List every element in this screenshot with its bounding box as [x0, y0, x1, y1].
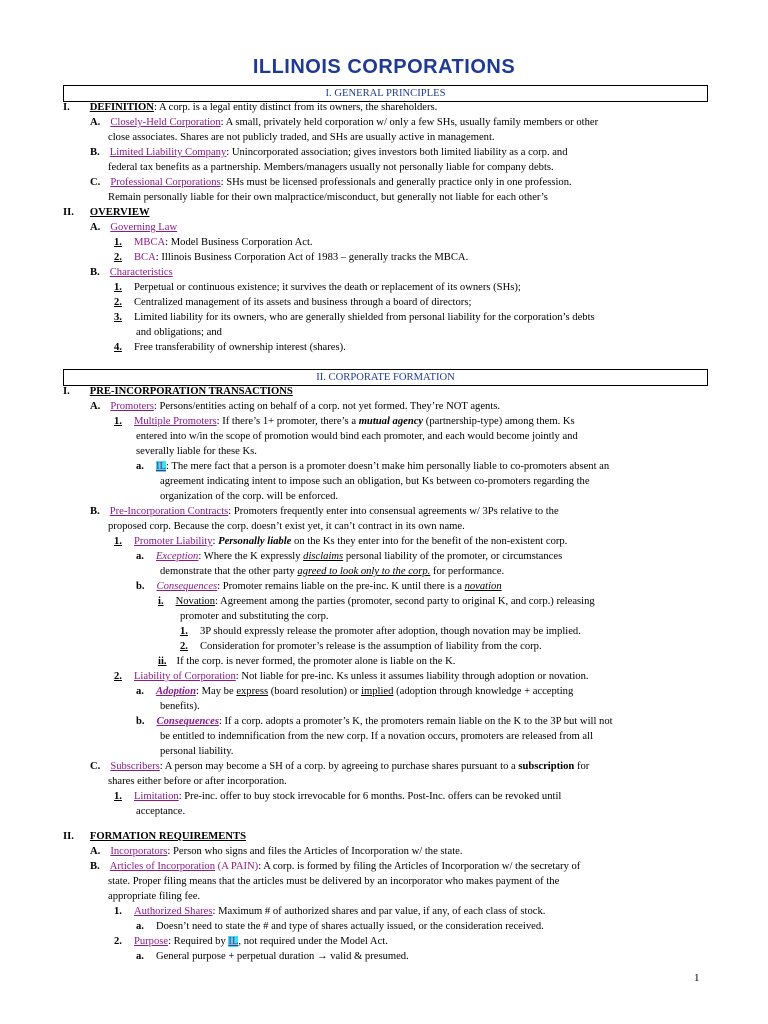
- authorized-shares-sub: a. Doesn’t need to state the # and type of shares actually issued, or the consideration received.: [136, 921, 544, 932]
- articles-cont1: state. Proper filing means that the articles must be delivered by an incorporator who makes payment of the: [108, 876, 560, 887]
- corp-consequences-cont1: be entitled to indemnification from the new corp. If a novation occurs, promoters are released from all: [160, 731, 594, 742]
- promoters-line: A. Promoters: Persons/entities acting on behalf of a corp. not yet formed. They’re NOT agents.: [90, 401, 501, 412]
- subscribers-line: C. Subscribers: A person may become a SH of a corp. by agreeing to purchase shares pursuant to a subscription for: [90, 761, 590, 772]
- overview-heading: II. OVERVIEW: [63, 207, 150, 218]
- characteristic-4: 4. Free transferability of ownership interest (shares).: [114, 342, 346, 353]
- characteristic-2: 2. Centralized management of its assets and business through a board of directors;: [114, 297, 472, 308]
- formation-requirements-heading: II. FORMATION REQUIREMENTS: [63, 831, 246, 842]
- novation-cont: promoter and substituting the corp.: [180, 611, 329, 622]
- closely-held-cont: close associates. Shares are not publicly traded, and SHs are usually active in management.: [108, 132, 495, 143]
- novation-line: i. Novation: Agreement among the parties (promoter, second party to original K, and corp.) releasing: [158, 596, 595, 607]
- llc-line: B. Limited Liability Company: Unincorporated association; gives investors both limited liability as a corp. and: [90, 147, 568, 158]
- mbca-line: 1. MBCA: Model Business Corporation Act.: [114, 237, 313, 248]
- characteristic-3-cont: and obligations; and: [136, 327, 222, 338]
- articles-line: B. Articles of Incorporation (A PAIN): A corp. is formed by filing the Articles of Incorporation w/ the secretary of: [90, 861, 581, 872]
- il-rule-cont2: organization of the corp. will be enforced.: [160, 491, 339, 502]
- multiple-promoters-line: 1. Multiple Promoters: If there’s 1+ promoter, there’s a mutual agency (partnership-type) among them. Ks: [114, 416, 575, 427]
- pre-inc-contracts-cont: proposed corp. Because the corp. doesn’t exist yet, it can’t contract in its own name.: [108, 521, 465, 532]
- exception-cont: demonstrate that the other party agreed to look only to the corp. for performance.: [160, 566, 505, 577]
- purpose-line: 2. Purpose: Required by IL, not required under the Model Act.: [114, 936, 388, 947]
- il-rule-cont1: agreement indicating intent to impose such an obligation, but Ks between co-promoters regarding the: [160, 476, 590, 487]
- subscribers-cont: shares either before or after incorporation.: [108, 776, 287, 787]
- pre-inc-contracts-line: B. Pre-Incorporation Contracts: Promoters frequently enter into consensual agreements w/ 3Ps relative to the: [90, 506, 559, 517]
- document-title: ILLINOIS CORPORATIONS: [252, 56, 516, 78]
- corp-consequences-line: b. Consequences: If a corp. adopts a promoter’s K, the promoters remain liable on the K to the 3P but will not: [136, 716, 613, 727]
- llc-cont: federal tax benefits as a partnership. Members/managers usually not personally liable for company debts.: [108, 162, 554, 173]
- section-header-corporate-formation: II. CORPORATE FORMATION: [63, 369, 708, 386]
- authorized-shares-line: 1. Authorized Shares: Maximum # of authorized shares and par value, if any, of each class of stock.: [114, 906, 546, 917]
- incorporators-line: A. Incorporators: Person who signs and files the Articles of Incorporation w/ the state.: [90, 846, 463, 857]
- exception-line: a. Exception: Where the K expressly disclaims personal liability of the promoter, or circumstances: [136, 551, 563, 562]
- bca-line: 2. BCA: Illinois Business Corporation Act of 1983 – generally tracks the MBCA.: [114, 252, 469, 263]
- multiple-promoters-cont2: severally liable for these Ks.: [136, 446, 257, 457]
- characteristic-1: 1. Perpetual or continuous existence; it survives the death or replacement of its owners (SHs);: [114, 282, 521, 293]
- multiple-promoters-cont1: entered into w/in the scope of promotion would bind each promoter, and each would become jointly and: [136, 431, 578, 442]
- adoption-line: a. Adoption: May be express (board resolution) or implied (adoption through knowledge + accepting: [136, 686, 574, 697]
- characteristic-3: 3. Limited liability for its owners, who are generally shielded from personal liability for the corporation’s debts: [114, 312, 595, 323]
- definition-line: I. DEFINITION: A corp. is a legal entity distinct from its owners, the shareholders.: [63, 102, 438, 113]
- promoter-liability-line: 1. Promoter Liability: Personally liable on the Ks they enter into for the benefit of the non-existent corp.: [114, 536, 568, 547]
- il-rule-line: a. IL: The mere fact that a person is a promoter doesn’t make him personally liable to co-promoters absent an: [136, 461, 610, 472]
- corp-consequences-cont2: personal liability.: [160, 746, 234, 757]
- professional-corp-line: C. Professional Corporations: SHs must be licensed professionals and generally practice only in one profession.: [90, 177, 572, 188]
- novation-sub-2: 2. Consideration for promoter’s release is the assumption of liability from the corp.: [180, 641, 542, 652]
- consequences-line: b. Consequences: Promoter remains liable on the pre-inc. K until there is a novation: [136, 581, 502, 592]
- limitation-cont: acceptance.: [136, 806, 186, 817]
- articles-cont2: appropriate filing fee.: [108, 891, 201, 902]
- novation-sub-1: 1. 3P should expressly release the promoter after adoption, though novation may be implied.: [180, 626, 581, 637]
- limitation-line: 1. Limitation: Pre-inc. offer to buy stock irrevocable for 6 months. Post-Inc. offers can be revoked until: [114, 791, 562, 802]
- governing-law-line: A. Governing Law: [90, 222, 178, 233]
- section-header-general-principles: I. GENERAL PRINCIPLES: [63, 85, 708, 102]
- pre-inc-heading: I. PRE-INCORPORATION TRANSACTIONS: [63, 386, 293, 397]
- never-formed-line: ii. If the corp. is never formed, the promoter alone is liable on the K.: [158, 656, 456, 667]
- professional-corp-cont: Remain personally liable for their own malpractice/misconduct, but generally not liable for each other’s: [108, 192, 548, 203]
- adoption-cont: benefits).: [160, 701, 200, 712]
- characteristics-line: B. Characteristics: [90, 267, 173, 278]
- arrow-icon: →: [316, 951, 328, 962]
- purpose-sub: a. General purpose + perpetual duration → valid & presumed.: [136, 951, 409, 962]
- liability-of-corp-line: 2. Liability of Corporation: Not liable for pre-inc. Ks unless it assumes liability through adoption or novation.: [114, 671, 589, 682]
- page-number: 1: [694, 972, 700, 984]
- closely-held-line: A. Closely-Held Corporation: A small, privately held corporation w/ only a few SHs, usually family members or other: [90, 117, 599, 128]
